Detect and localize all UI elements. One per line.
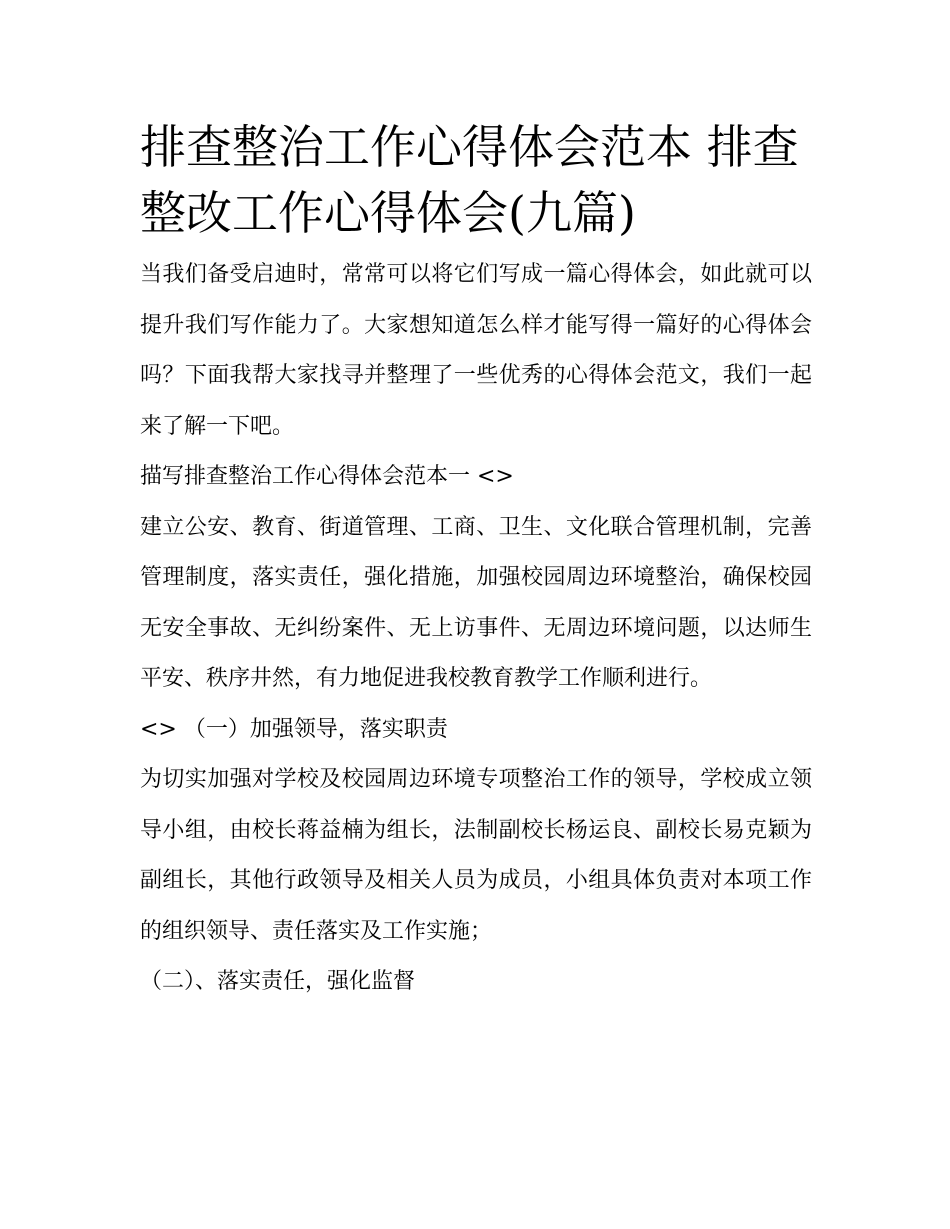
section-paragraph-1: 建立公安、教育、街道管理、工商、卫生、文化联合管理机制，完善管理制度，落实责任，强化措施，加强校园周边环境整治，确保校园无安全事故、无纠纷案件、无上访事件、无周边环境问题，以达师生平安、秩序井然，有力地促进我校教育教学工作顺利进行。 [140, 514, 812, 691]
intro-paragraph: 当我们备受启迪时，常常可以将它们写成一篇心得体会，如此就可以提升我们写作能力了。大家想知道怎么样才能写得一篇好的心得体会吗？下面我帮大家找寻并整理了一些优秀的心得体会范文，我们一起来了解一下吧。 [140, 262, 812, 439]
document-body [140, 250, 812, 1008]
subsection-paragraph-1: 为切实加强对学校及校园周边环境专项整治工作的领导，学校成立领导小组，由校长蒋益楠为组长，法制副校长杨运良、副校长易克颖为副组长，其他行政领导及相关人员为成员，小组具体负责对本项工作的组织领导、责任落实及工作实施； [140, 767, 812, 944]
document-content [140, 114, 812, 1008]
subsection-heading-1: <> （一）加强领导，落实职责 [140, 716, 448, 742]
document-title: 排查整治工作心得体会范本 排查整改工作心得体会(九篇) [140, 120, 799, 240]
section-heading-1: 描写排查整治工作心得体会范本一 <> [140, 464, 514, 489]
subsection-heading-2: （二）、落实责任，强化监督 [140, 969, 416, 994]
